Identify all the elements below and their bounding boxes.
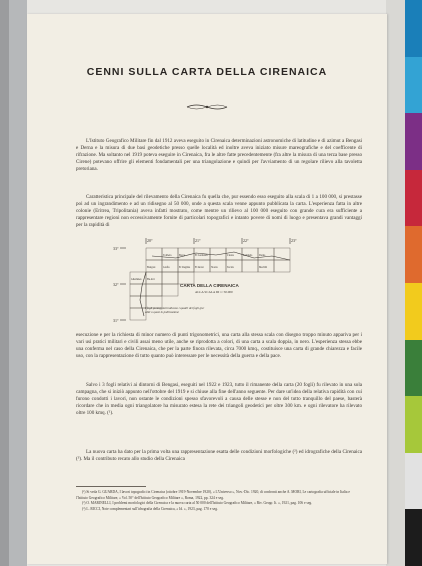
color-swatch bbox=[405, 396, 422, 453]
sheet-name: Mechili bbox=[259, 266, 268, 269]
page-title: CENNI SULLA CARTA DELLA CIRENAICA bbox=[86, 66, 328, 78]
footnotes bbox=[76, 490, 362, 512]
lon-label: 22° bbox=[243, 238, 249, 243]
footnote-1: (¹) Si veda G. GUARDA, I lavori topografici in Cirenaica (ottobre 1919-Novembre 1920), « L'Universo », Nov.-Dic. 1920, di confronti anche A. MORI, Le cartografia ufficiale in Italia e l'Istituto Geografico Militare, « Vol. 50° dell'Istituto Geografico Militare », Roma, 1922, pp. 324 e seg. bbox=[76, 490, 350, 500]
sheet-name: Tecnis bbox=[227, 266, 234, 269]
color-swatch bbox=[405, 226, 422, 283]
paragraph-survey: Salvo i 3 fogli relativi ai dintorni di Bengasi, eseguiti nel 1922 e 1923, tutto il rimanente della carta (20 fogli) fu rilevato in una sola campagna, che si iniziò appunto nell'ottobre del 1919 e si chiuse alla fine dell'anno seguente. Per dare un'idea della relativa rapidità con cui furono condotti i lavori, non ostante le condizioni spesso sfavorevoli a causa delle stesse e non del tutto tranquillo del paese, basterà ricordare che in media ogni triangolatore ha misurato estesa la rete dei triangoli geodetici per oltre 300 km. e ogni rilevatore ha rilevato oltre 100 kmq. (¹). bbox=[76, 382, 362, 417]
lon-label: 20° bbox=[147, 238, 153, 243]
paragraph-intro: L'Istituto Geografico Militare fin dal 1912 aveva eseguito in Cirenaica determinazioni astronomiche di latitudine e di azimut a Bengasi e Derna e la misura di due basi geodetiche presso quelle località ed inoltre aveva iniziato misure mareografiche e del coefficente di rifrazione. Ma soltanto nel 1919 poteva eseguire in Cirenaica, fra le altre fatte precedentemente (fra altre la misura di una terza base presso Cirene) potevano offrire gli elementi fondamentali per una triangolazione e quindi per l'avviamento di un regolare rilievo alla tavoletta pretoriana. bbox=[76, 138, 362, 173]
paragraph-new-map: La nuova carta ha dato per la prima volta una rappresentazione esatta delle condizioni morfologiche (²) ed idrografiche della Cirenaica (³). Ma il contributo recato allo studio della Cirenaica bbox=[76, 449, 362, 463]
sheet-name: Gtafia bbox=[163, 266, 170, 269]
sheet-name: Ghemines bbox=[131, 278, 142, 281]
lat-label: 33° bbox=[113, 246, 119, 251]
map-note: I fogli punteggiati indicano i quadri dei fogli gia' editi o quasi in publicazione bbox=[145, 306, 205, 314]
sheet-name: El Gardaiah bbox=[195, 254, 208, 257]
color-swatch bbox=[405, 170, 422, 227]
sheet-name: Tolmeta bbox=[163, 254, 172, 257]
lon-label: 21° bbox=[195, 238, 201, 243]
sheet-name: Derna bbox=[259, 254, 266, 257]
index-map bbox=[112, 236, 324, 328]
color-swatch bbox=[405, 113, 422, 170]
sheet-name: Bengasi bbox=[147, 266, 156, 269]
paragraph-continuation: esecuzione e per la richiesta di minor numero di punti trigonometrici, una carta alla stessa scala con disegno troppo minuto appariva per i vari usi pratici militari e civili assai meno utile, anche se riprodotta a colori, di una carta a scala doppia, in nero. L'esperienza stessa ebbe una conferma nel caso della Cirenaica, che per la parte finora rilevata, circa 7000 kmq., costituisce una carta di grande chiarezza e facile uso, con la rappresentazione di tutto quanto può interessare per le necessità della guerra e della pace. bbox=[76, 332, 362, 360]
sheet-name: Bu Atti bbox=[147, 278, 155, 281]
lat-label: 32° bbox=[113, 282, 119, 287]
lon-label: 23° bbox=[291, 238, 297, 243]
sheet-name: Er Regima bbox=[179, 266, 191, 269]
lat-label: 31° bbox=[113, 318, 119, 323]
color-swatch bbox=[405, 509, 422, 566]
sheet-name: Slonta bbox=[211, 266, 218, 269]
ornament-divider-icon bbox=[185, 103, 229, 111]
footnote-divider bbox=[76, 486, 146, 487]
paragraph-characteristics: Caratteristica principale del rilevamento della Cirenaica fu quella che, pur essendo esso eseguito alla scala di 1 a 100 000, si prestasse poi ad un ingrandimento e ad un ridisegno al 50 000, onde a questa scala venne appunto pubblicata la carta. L'esperienza fatta in altre colonie (Eritrea, Tripolitania) aveva infatti mostrato, come mentre un rilievo al 100 000 eseguito con grande cura era sufficiente a rappresentare regioni non eccessivamente fornite di particolari topografici e intanto povere di nomi di luogo e presentava grandi vantaggi per la rapidità di bbox=[76, 194, 362, 229]
color-calibration-bar bbox=[405, 0, 422, 566]
document-page bbox=[27, 14, 387, 564]
color-swatch bbox=[405, 57, 422, 114]
sheet-name: El Abiar bbox=[195, 266, 204, 269]
sheet-name: Lamluda bbox=[243, 254, 253, 257]
left-backing-strip bbox=[0, 0, 27, 566]
color-swatch bbox=[405, 283, 422, 340]
map-title: CARTA DELLA CIRENAICA bbox=[180, 283, 239, 288]
map-scale: ALLA SCALA DI 1: 50.000 bbox=[195, 290, 233, 294]
footnote-3: (³) L. RICCI, Note complementari sull'idrografia della Cirenaica, « Id. », 1923, pag. 170 e seg. bbox=[82, 506, 218, 511]
color-swatch bbox=[405, 340, 422, 397]
footnote-2: (²) O. MARINELLI, I problemi morfologici della Cirenaica e la nuova carta al 50 000 dell'Istituto Geografico Militare, « Riv. Geogr. It. », 1921, pag. 106 e seg. bbox=[82, 501, 313, 506]
color-swatch bbox=[405, 453, 422, 510]
color-swatch bbox=[405, 0, 422, 57]
sheet-name: Cirene bbox=[227, 254, 234, 257]
sheet-name: Barce bbox=[179, 254, 186, 257]
